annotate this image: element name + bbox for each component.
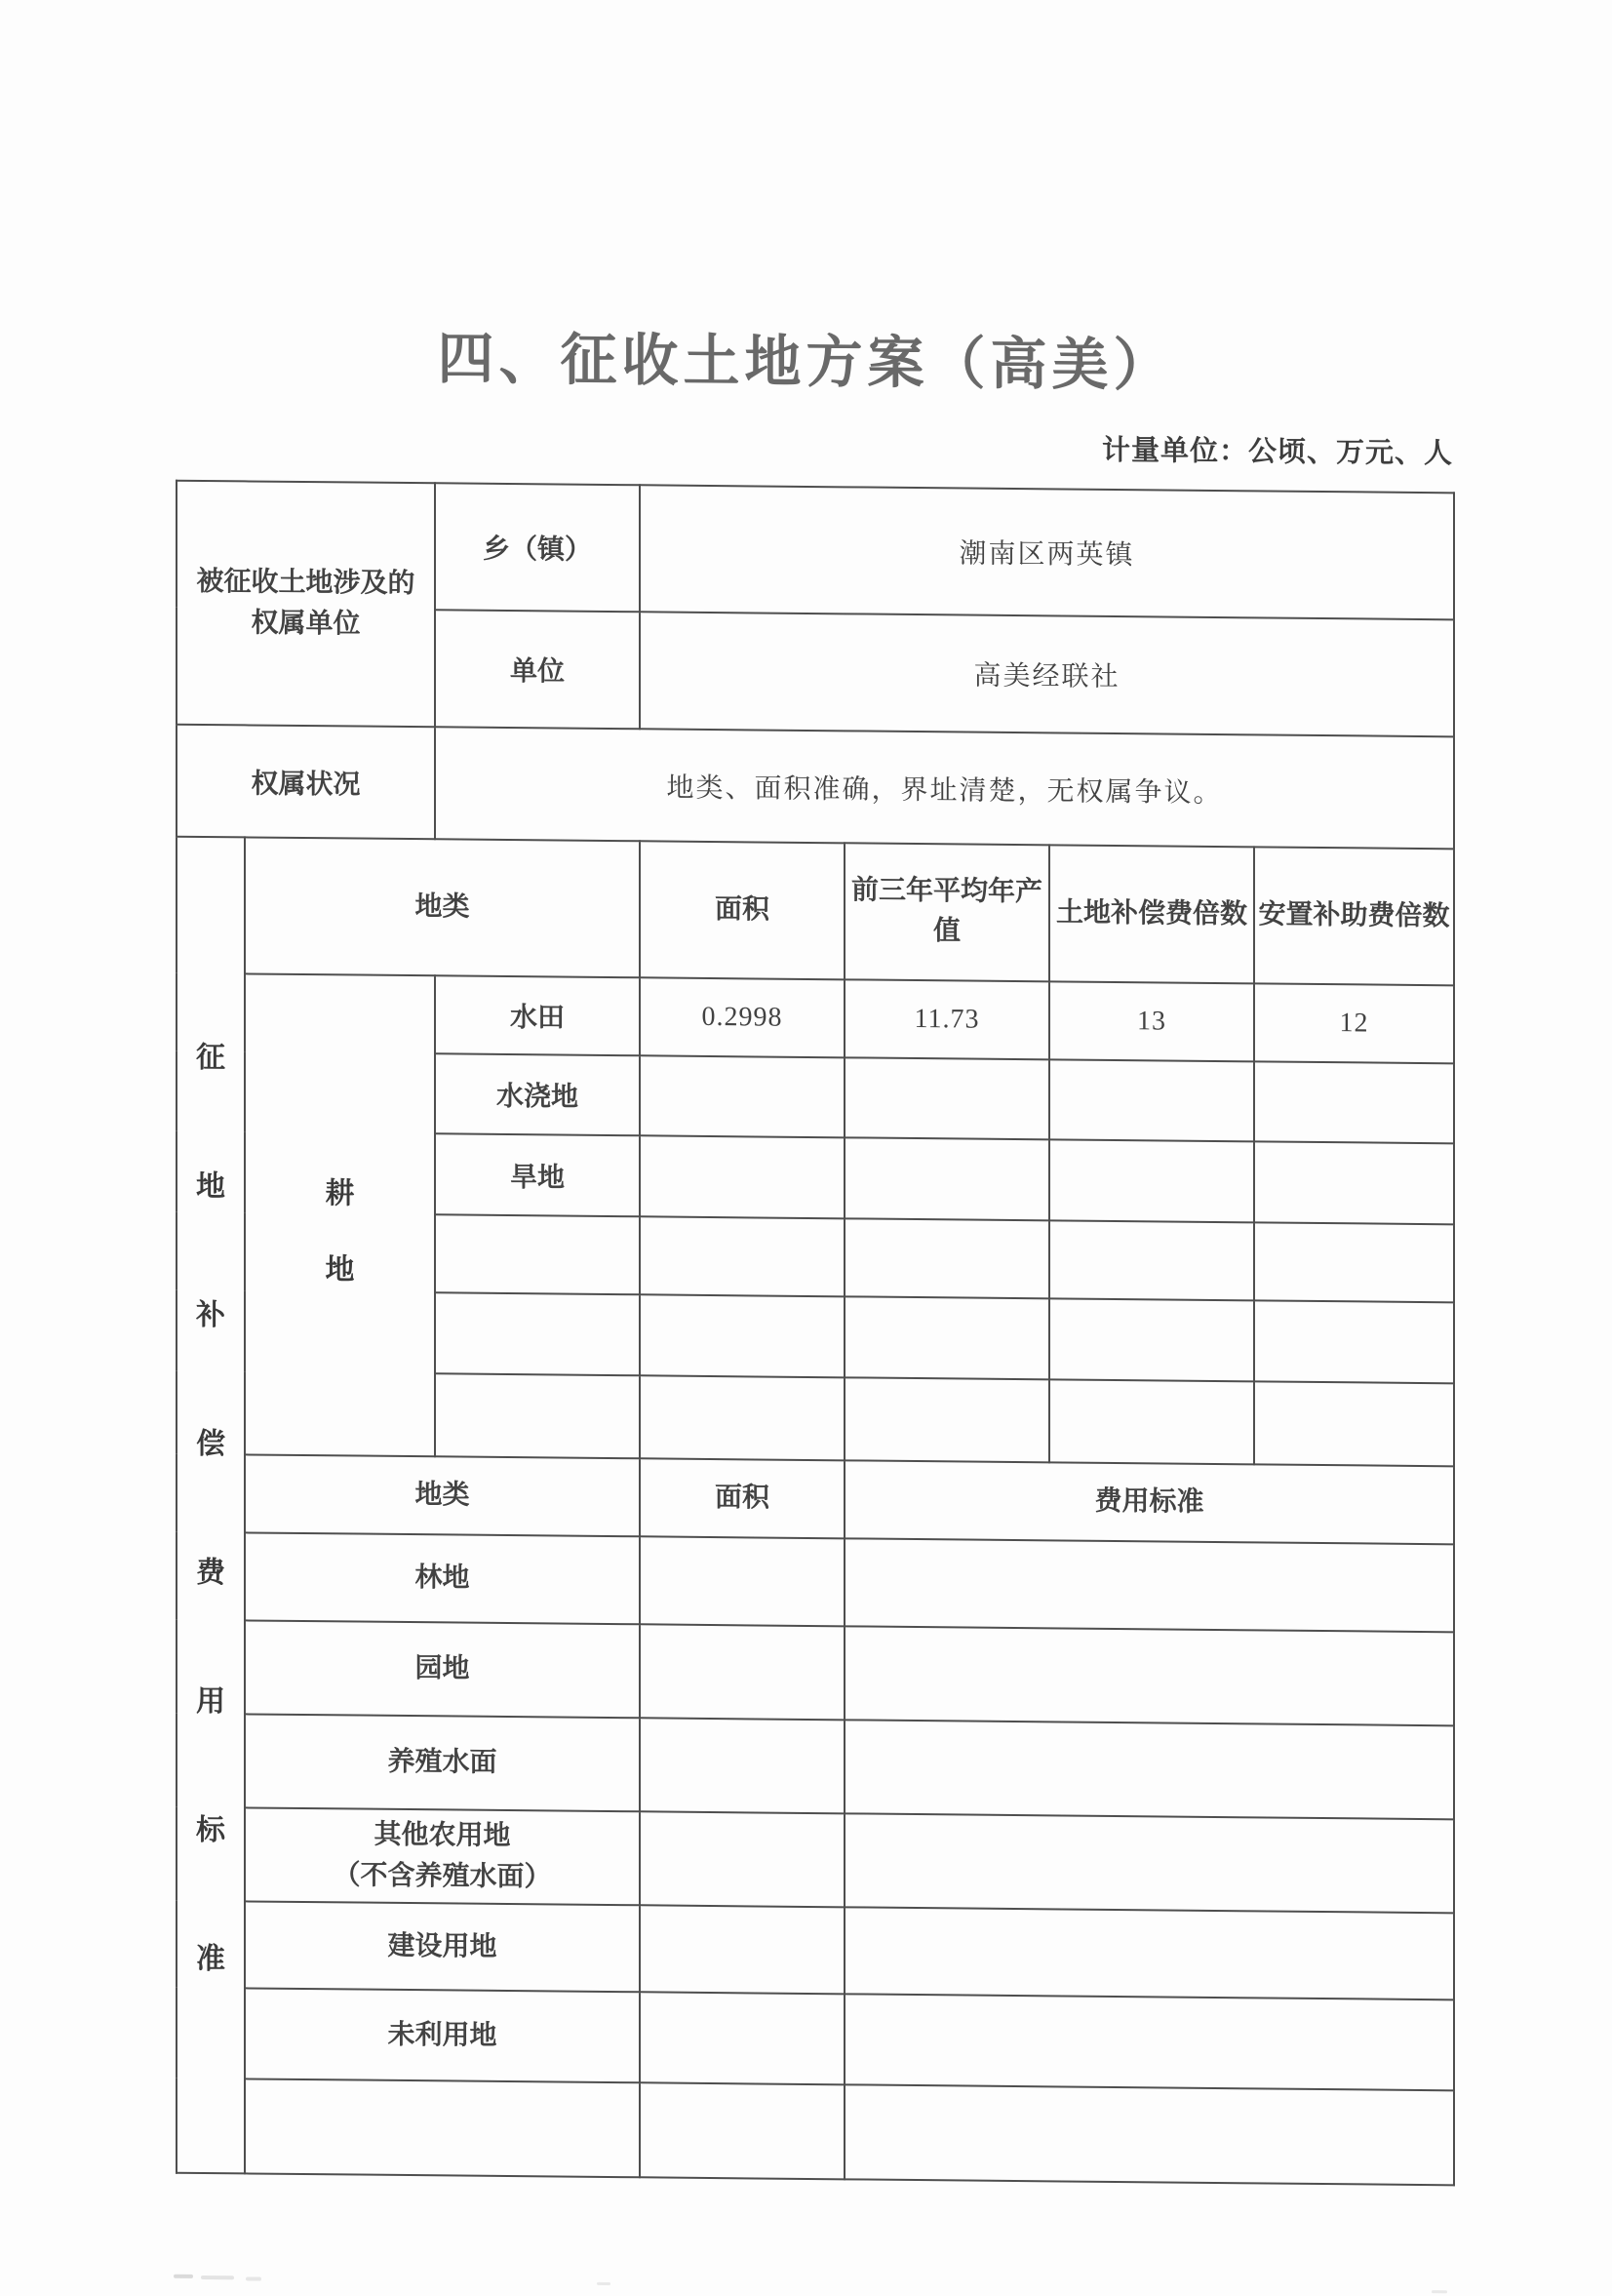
fee-standard-cell <box>845 1813 1454 1913</box>
unit-label-cell: 单位 <box>435 610 640 729</box>
land-type-cell <box>245 2078 640 2177</box>
resettle-cell <box>1254 1141 1454 1224</box>
land-comp-cell <box>1049 1220 1254 1300</box>
area-cell <box>640 1536 845 1626</box>
land-type-cell <box>435 1214 640 1294</box>
avg-output-cell <box>845 1218 1049 1298</box>
land-type-line1: 建设用地 <box>387 1930 497 1962</box>
upper-header-land-type: 地类 <box>245 837 640 977</box>
side-char: 偿 <box>196 1427 225 1461</box>
resettle-cell <box>1254 1381 1454 1466</box>
township-value-cell: 潮南区两英镇 <box>640 485 1454 619</box>
land-type-line2: （不含养殖水面） <box>333 1860 552 1893</box>
area-cell <box>640 1811 845 1907</box>
scan-artifact <box>597 2282 610 2285</box>
upper-header-land-comp-multiple: 土地补偿费倍数 <box>1049 845 1254 983</box>
area-cell <box>640 1055 845 1137</box>
side-char: 征 <box>196 1041 225 1075</box>
avg-output-cell <box>845 1137 1049 1220</box>
area-cell: 0.2998 <box>640 977 845 1057</box>
land-type-cell <box>435 1373 640 1458</box>
avg-output-cell <box>845 1057 1049 1139</box>
scan-artifact <box>201 2276 234 2279</box>
land-type-line1: 林地 <box>414 1563 470 1594</box>
lower-header-land-type: 地类 <box>245 1454 640 1536</box>
page-title: 四、征收土地方案（高美） <box>437 327 1175 398</box>
side-char: 地 <box>196 1169 225 1204</box>
side-char: 用 <box>196 1684 225 1719</box>
land-acquisition-table <box>176 480 1455 2187</box>
owner-label-line1: 被征收土地涉及的 <box>196 566 415 600</box>
land-type-line1: 其他农用地 <box>374 1819 511 1852</box>
land-type-cell: 水浇地 <box>435 1053 640 1135</box>
land-comp-cell <box>1049 1059 1254 1141</box>
owner-units-label-cell <box>177 481 435 728</box>
land-comp-cell <box>1049 1298 1254 1381</box>
resettle-cell <box>1254 1222 1454 1302</box>
owner-label-line2: 权属单位 <box>251 608 361 640</box>
land-type-cell <box>245 1807 640 1905</box>
side-label-cell <box>177 837 245 2174</box>
scan-artifact <box>174 2275 193 2278</box>
area-cell <box>640 1375 845 1460</box>
cultivated-land-group-label <box>246 1142 434 1288</box>
resettle-cell <box>1254 1061 1454 1143</box>
side-char: 费 <box>196 1556 225 1590</box>
lower-header-area: 面积 <box>640 1458 845 1538</box>
land-type-line2 <box>246 2126 639 2130</box>
fee-standard-cell <box>845 1538 1454 1632</box>
fee-standard-cell <box>845 1720 1454 1819</box>
side-label-vertical <box>177 1033 244 1978</box>
land-type-cell <box>245 1714 640 1811</box>
resettle-cell <box>1254 1300 1454 1383</box>
land-type-cell <box>245 1532 640 1624</box>
ownership-status-value-cell: 地类、面积准确，界址清楚，无权属争议。 <box>435 727 1454 849</box>
land-type-cell <box>245 1901 640 1992</box>
area-cell <box>640 1294 845 1377</box>
group-char: 地 <box>325 1252 355 1286</box>
avg-output-cell <box>845 1296 1049 1379</box>
land-type-line1: 园地 <box>414 1653 470 1684</box>
area-cell <box>640 2082 845 2179</box>
unit-value-cell: 高美经联社 <box>640 612 1454 736</box>
fee-standard-cell <box>845 1907 1454 1999</box>
land-type-cell <box>245 1620 640 1718</box>
land-comp-cell <box>1049 1379 1254 1464</box>
scan-artifact <box>1432 2290 1447 2293</box>
land-type-cell <box>435 1292 640 1375</box>
avg-output-cell: 11.73 <box>845 979 1049 1059</box>
fee-standard-cell <box>845 2084 1454 2185</box>
upper-header-avg-output: 前三年平均年产值 <box>845 843 1049 981</box>
area-cell <box>640 1624 845 1720</box>
area-cell <box>640 1905 845 1994</box>
fee-standard-cell <box>845 1994 1454 2090</box>
group-char: 耕 <box>325 1176 355 1209</box>
side-char: 补 <box>196 1298 225 1332</box>
fee-standard-cell <box>845 1626 1454 1725</box>
land-type-line1: 养殖水面 <box>387 1746 497 1778</box>
township-label-cell: 乡（镇） <box>435 483 640 612</box>
upper-header-resettle-multiple: 安置补助费倍数 <box>1254 847 1454 985</box>
land-type-line1: 未利用地 <box>387 2019 497 2051</box>
measurement-unit-note: 计量单位：公顷、万元、人 <box>1101 434 1453 470</box>
ownership-status-label-cell: 权属状况 <box>177 725 435 840</box>
land-comp-cell <box>1049 1139 1254 1222</box>
upper-header-area: 面积 <box>640 841 845 979</box>
area-cell <box>640 1718 845 1813</box>
area-cell <box>640 1216 845 1296</box>
avg-output-cell <box>845 1377 1049 1462</box>
side-char: 准 <box>196 1942 225 1976</box>
cultivated-land-group-cell <box>245 973 435 1456</box>
lower-header-fee-standard: 费用标准 <box>845 1460 1454 1544</box>
resettle-cell: 12 <box>1254 983 1454 1063</box>
side-char: 标 <box>196 1813 225 1847</box>
land-type-cell: 旱地 <box>435 1133 640 1216</box>
land-type-cell <box>245 1988 640 2082</box>
land-type-cell: 水田 <box>435 975 640 1055</box>
area-cell <box>640 1992 845 2084</box>
land-type-line1 <box>246 2126 639 2130</box>
land-comp-cell: 13 <box>1049 981 1254 1061</box>
area-cell <box>640 1135 845 1218</box>
